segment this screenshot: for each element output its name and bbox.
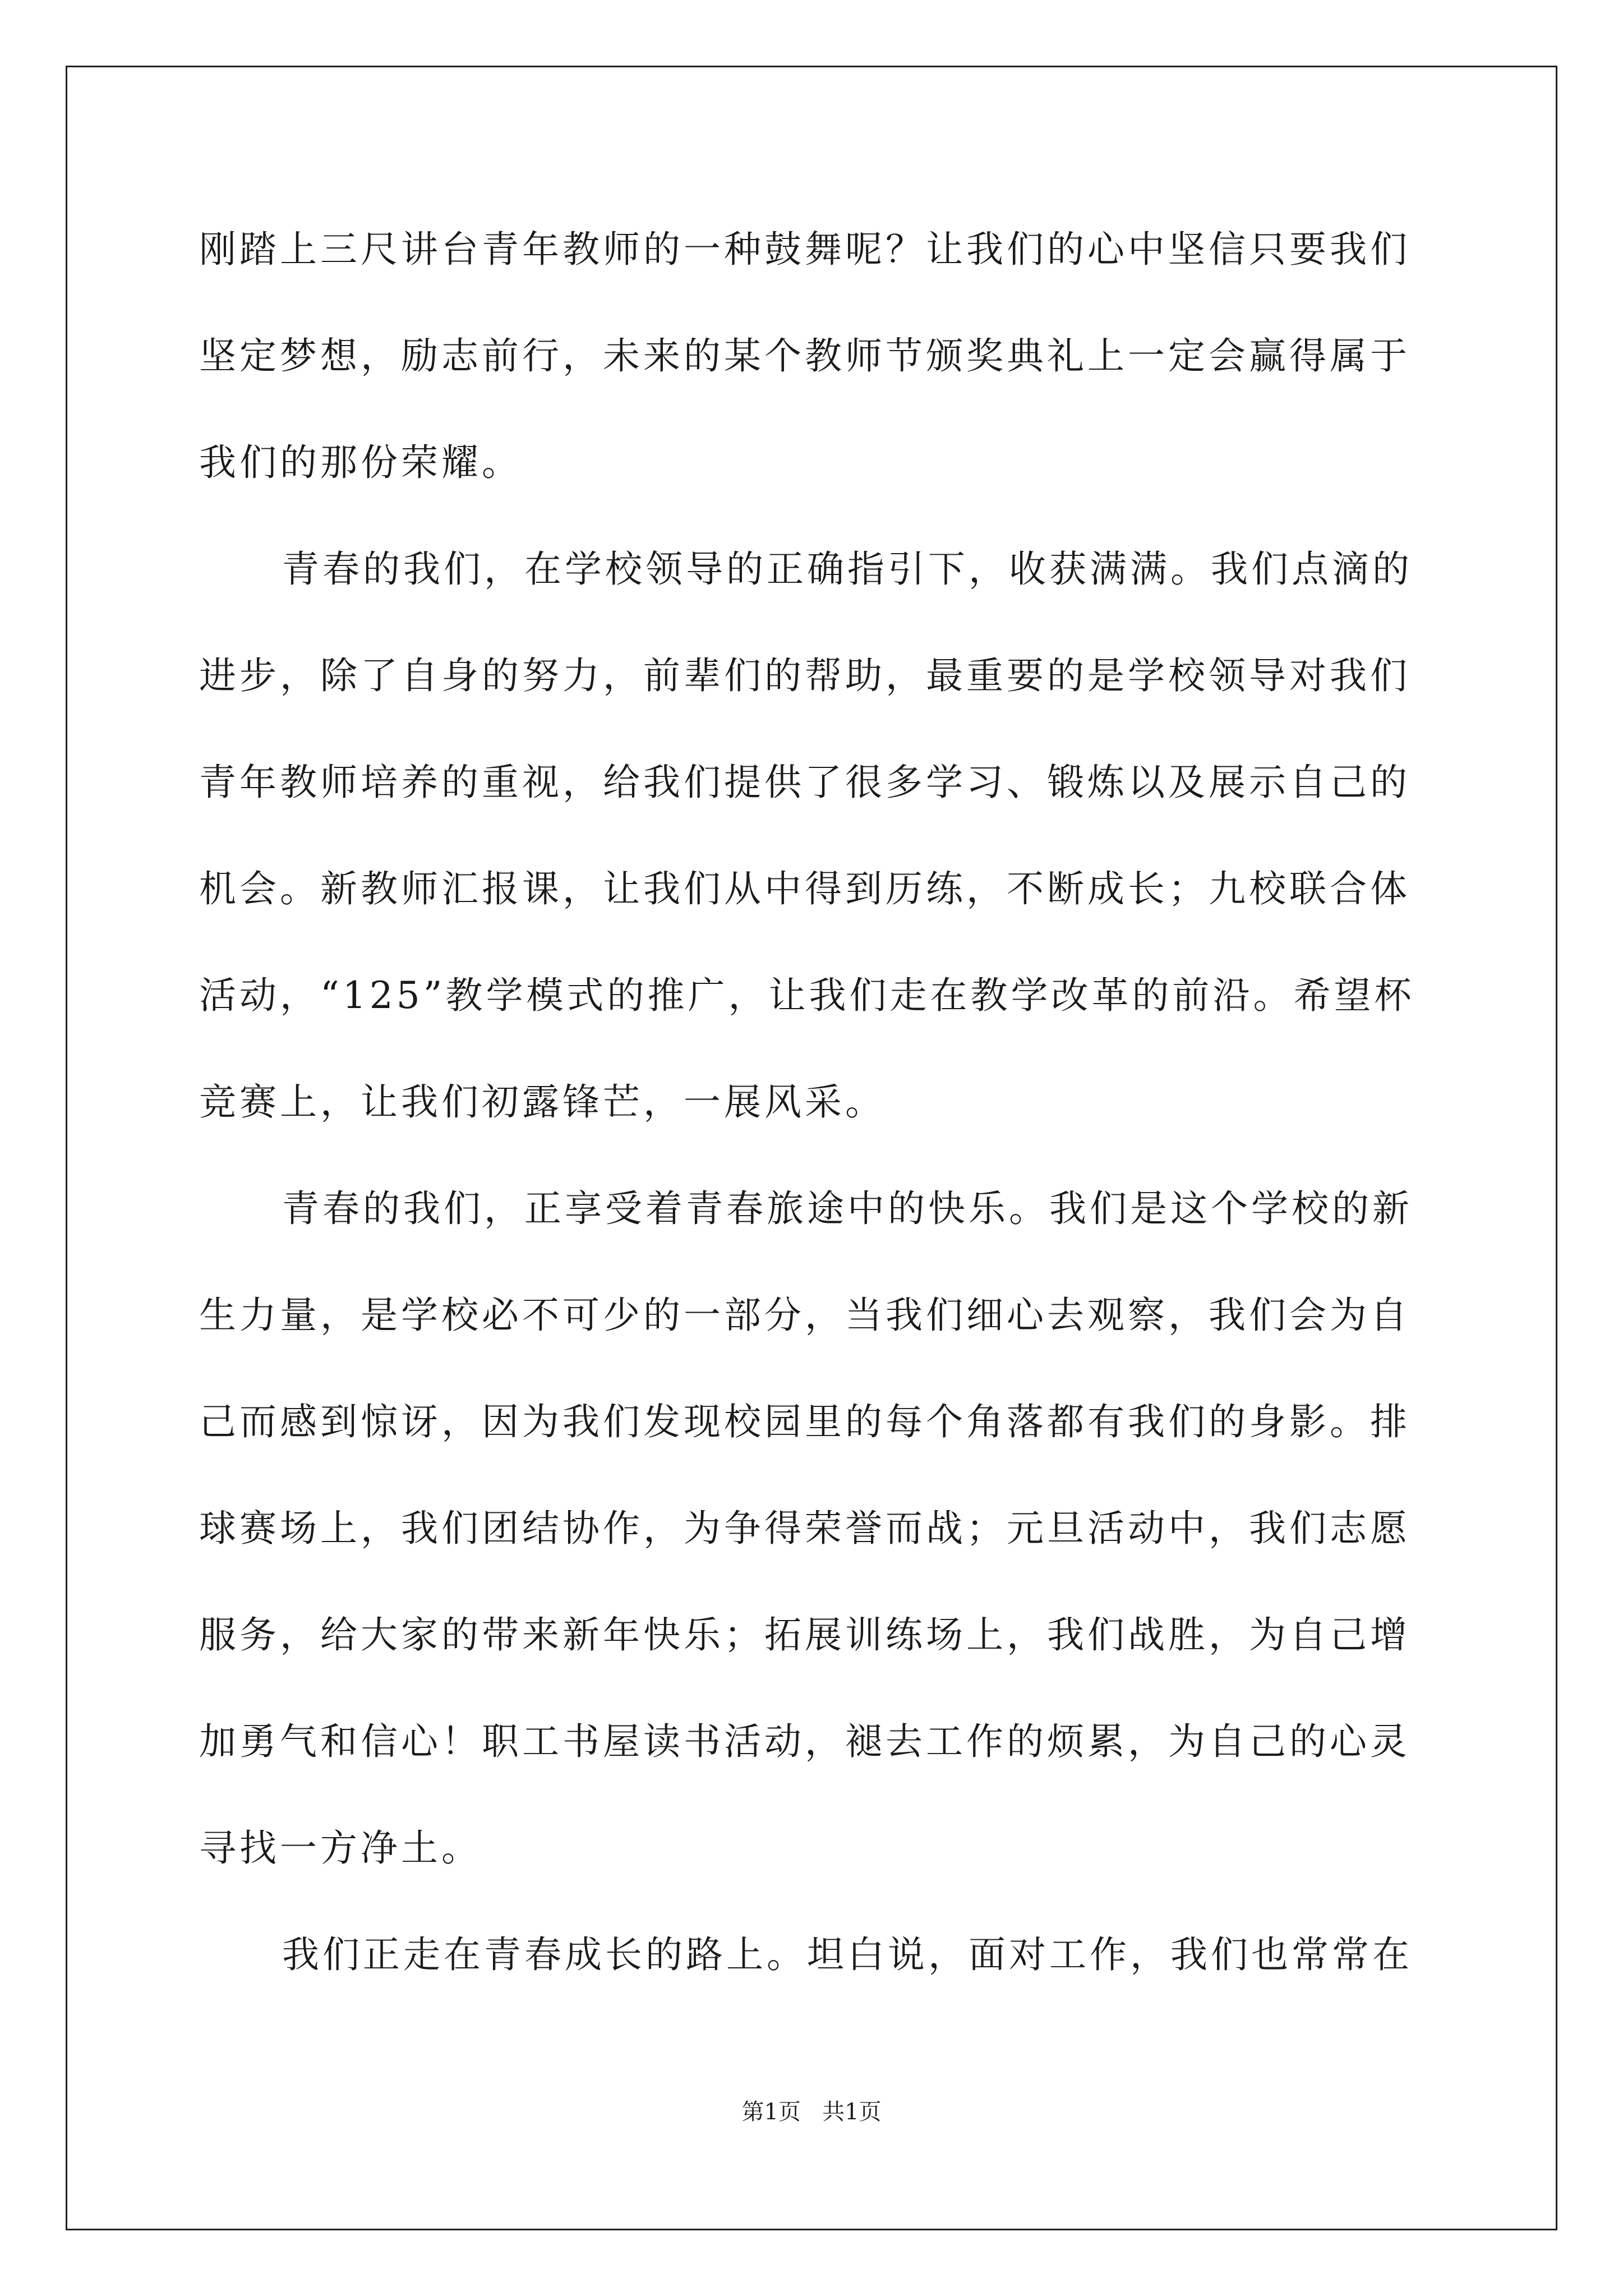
text-line: 己而感到惊讶，因为我们发现校园里的每个角落都有我们的身影。排 xyxy=(199,1400,1410,1443)
paragraph-start-line: 青春的我们，在学校领导的正确指引下，收获满满。我们点滴的 xyxy=(282,547,1413,591)
page-number: 第1页 xyxy=(741,2099,801,2125)
text-line: 加勇气和信心！职工书屋读书活动，褪去工作的烦累，为自己的心灵 xyxy=(199,1720,1410,1763)
text-line: 寻找一方净土。 xyxy=(199,1826,482,1870)
text-line: 坚定梦想，励志前行，未来的某个教师节颁奖典礼上一定会赢得属于 xyxy=(199,334,1410,378)
text-line: 活动，“125”教学模式的推广，让我们走在教学改革的前沿。希望杯 xyxy=(199,974,1415,1017)
text-line: 进步，除了自身的努力，前辈们的帮助，最重要的是学校领导对我们 xyxy=(199,654,1410,697)
text-line: 机会。新教师汇报课，让我们从中得到历练，不断成长；九校联合体 xyxy=(199,867,1410,910)
document-body xyxy=(199,196,1427,2008)
paragraph-start-line: 青春的我们，正享受着青春旅途中的快乐。我们是这个学校的新 xyxy=(282,1187,1413,1230)
text-line: 竞赛上，让我们初露锋芒，一展风采。 xyxy=(199,1080,886,1124)
text-line: 我们的那份荣耀。 xyxy=(199,441,522,484)
page-total: 共1页 xyxy=(822,2099,882,2125)
text-line: 生力量，是学校必不可少的一部分，当我们细心去观察，我们会为自 xyxy=(199,1294,1410,1337)
footer-spacer xyxy=(801,2099,822,2125)
text-line: 刚踏上三尺讲台青年教师的一种鼓舞呢？让我们的心中坚信只要我们 xyxy=(199,228,1410,271)
text-line: 青年教师培养的重视，给我们提供了很多学习、锻炼以及展示自己的 xyxy=(199,761,1410,804)
page-footer xyxy=(0,2095,1623,2129)
text-line: 球赛场上，我们团结协作，为争得荣誉而战；元旦活动中，我们志愿 xyxy=(199,1507,1410,1550)
text-line: 服务，给大家的带来新年快乐；拓展训练场上，我们战胜，为自己增 xyxy=(199,1613,1410,1657)
paragraph-start-line: 我们正走在青春成长的路上。坦白说，面对工作，我们也常常在 xyxy=(282,1933,1413,1976)
